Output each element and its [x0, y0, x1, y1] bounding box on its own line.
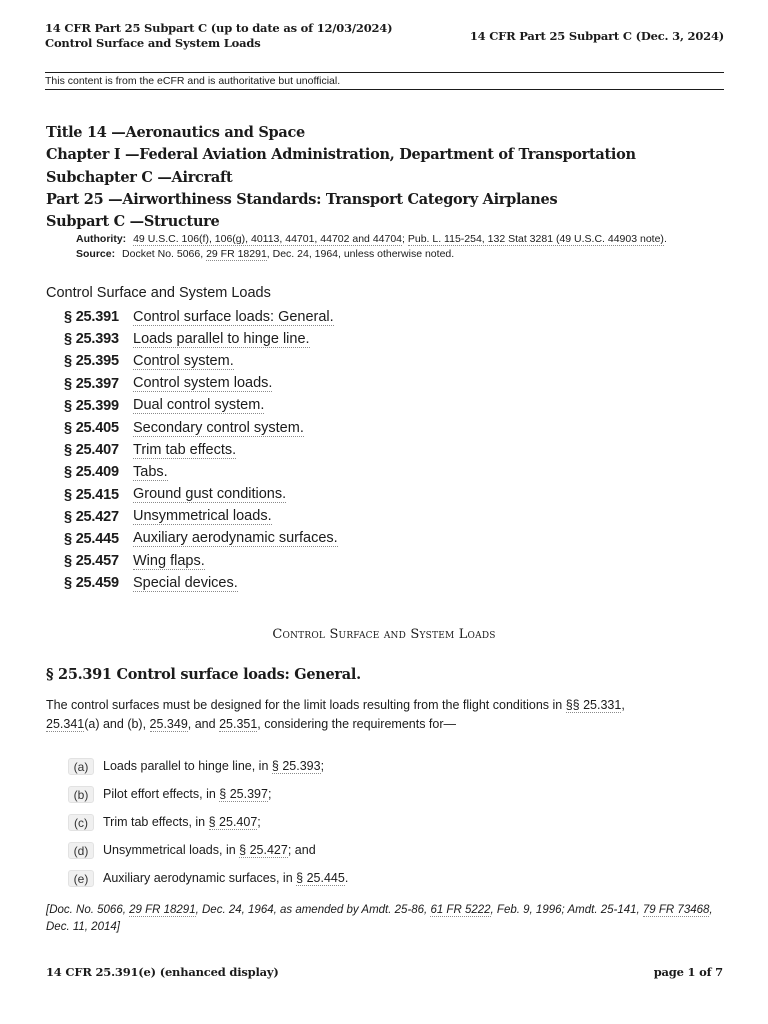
- authority-link-usc[interactable]: 49 U.S.C. 106(f), 106(g), 40113, 44701, 44702 and 44704: [133, 233, 403, 245]
- document-title-line1: 14 CFR Part 25 Subpart C (up to date as of 12/03/2024): [45, 21, 393, 35]
- paragraph-text: Auxiliary aerodynamic surfaces, in: [103, 871, 293, 885]
- ref-link-25-351[interactable]: 25.351: [219, 716, 258, 731]
- toc-section-number: § 25.393: [64, 331, 119, 348]
- citation-text: Dec. 11, 2014]: [46, 921, 120, 933]
- toc-item-25-459[interactable]: [64, 572, 338, 594]
- toc-item-25-391[interactable]: [64, 306, 338, 328]
- citation-text: [Doc. No. 5066,: [46, 904, 130, 916]
- toc-section-number: § 25.445: [64, 530, 119, 547]
- toc-subject-link[interactable]: Ground gust conditions.: [133, 486, 287, 503]
- citation-text: , Dec. 24, 1964, as amended by Amdt. 25-86,: [195, 904, 431, 916]
- paragraph-d: [68, 836, 348, 864]
- hierarchy-subpart: Subpart C —Structure: [46, 213, 220, 231]
- toc-subject-link[interactable]: Secondary control system.: [133, 419, 304, 436]
- paragraph-text: Trim tab effects, in: [103, 815, 206, 829]
- toc-subject-link[interactable]: Trim tab effects.: [133, 441, 237, 458]
- paragraph-end: ; and: [287, 843, 316, 857]
- ref-link-25-341[interactable]: 25.341: [46, 716, 85, 731]
- toc-subject-link[interactable]: Tabs.: [133, 463, 168, 480]
- paragraph-label-badge[interactable]: (b): [68, 786, 94, 803]
- authority-notice: This content is from the eCFR and is authoritative but unofficial.: [45, 72, 724, 90]
- authority-end: .: [663, 233, 667, 245]
- toc-section-number: § 25.409: [64, 464, 119, 481]
- toc-section-number: § 25.397: [64, 375, 119, 392]
- paragraph-label-badge[interactable]: (a): [68, 758, 94, 775]
- toc-item-25-395[interactable]: [64, 350, 338, 372]
- citation-link-79fr73468[interactable]: 79 FR 73468: [642, 904, 710, 916]
- hierarchy-chapter: Chapter I —Federal Aviation Administration, Department of Transportation: [46, 146, 636, 164]
- toc-subject-link[interactable]: Wing flaps.: [133, 552, 205, 569]
- paragraph-c: [68, 808, 348, 836]
- toc-item-25-427[interactable]: [64, 506, 338, 528]
- paragraph-end: ;: [267, 787, 272, 801]
- toc-subject-link[interactable]: Unsymmetrical loads.: [133, 508, 272, 525]
- toc-item-25-457[interactable]: [64, 550, 338, 572]
- paragraph-label-badge[interactable]: (e): [68, 870, 94, 887]
- intro-text: The control surfaces must be designed for the limit loads resulting from the flight conditions in: [46, 698, 566, 712]
- hierarchy-part: Part 25 —Airworthiness Standards: Transport Category Airplanes: [46, 190, 558, 208]
- citation-text: ,: [709, 904, 713, 916]
- ref-link-25-331[interactable]: §§ 25.331: [565, 698, 622, 712]
- toc-section-number: § 25.459: [64, 575, 119, 592]
- intro-text: (a) and (b),: [84, 716, 150, 731]
- paragraph-a: [68, 752, 348, 780]
- authority-label: Authority:: [76, 233, 127, 245]
- source-fr-link[interactable]: 29 FR 18291: [206, 248, 267, 260]
- hierarchy-subchapter: Subchapter C —Aircraft: [46, 168, 233, 186]
- toc-item-25-407[interactable]: [64, 439, 338, 461]
- toc-title: Control Surface and System Loads: [46, 285, 271, 301]
- toc-section-number: § 25.391: [64, 309, 119, 326]
- page-number: page 1 of 7: [653, 965, 723, 979]
- section-heading: § 25.391 Control surface loads: General.: [46, 666, 361, 683]
- paragraph-end: ;: [320, 759, 325, 773]
- section-intro-paragraph: [46, 696, 718, 733]
- ref-link-25-349[interactable]: 25.349: [149, 716, 188, 731]
- paragraph-e: [68, 864, 348, 892]
- citation-link-29fr18291[interactable]: 29 FR 18291: [129, 904, 196, 916]
- toc-item-25-393[interactable]: [64, 328, 338, 350]
- citation-link-61fr5222[interactable]: 61 FR 5222: [430, 904, 491, 916]
- paragraph-label-badge[interactable]: (c): [68, 814, 94, 831]
- toc-subject-link[interactable]: Control system.: [133, 352, 234, 369]
- paragraph-end: .: [344, 871, 349, 885]
- source-post: , Dec. 24, 1964, unless otherwise noted.: [266, 248, 455, 260]
- paragraph-ref-link[interactable]: § 25.407: [208, 814, 258, 829]
- paragraph-label-badge[interactable]: (d): [68, 842, 94, 859]
- authority-source-block: [76, 232, 667, 262]
- intro-text: ,: [621, 698, 625, 712]
- toc-subject-link[interactable]: Control system loads.: [133, 375, 273, 392]
- toc-section-number: § 25.407: [64, 442, 119, 459]
- toc-item-25-397[interactable]: [64, 373, 338, 395]
- document-title: [45, 21, 392, 51]
- paragraph-b: [68, 780, 348, 808]
- paragraph-end: ;: [257, 815, 261, 829]
- toc-section-number: § 25.415: [64, 486, 119, 503]
- toc-subject-link[interactable]: Auxiliary aerodynamic surfaces.: [133, 530, 338, 547]
- source-label: Source:: [76, 248, 116, 260]
- source-line: [76, 247, 667, 262]
- paragraph-text: Loads parallel to hinge line, in: [103, 759, 269, 773]
- toc-subject-link[interactable]: Special devices.: [133, 574, 238, 591]
- toc-subject-link[interactable]: Loads parallel to hinge line.: [133, 330, 310, 347]
- document-date-title: 14 CFR Part 25 Subpart C (Dec. 3, 2024): [469, 29, 724, 43]
- authority-separator: ;: [402, 233, 405, 245]
- paragraph-ref-link[interactable]: § 25.427: [239, 842, 288, 857]
- page-header: [45, 21, 724, 57]
- toc-item-25-409[interactable]: [64, 461, 338, 483]
- table-of-contents: [64, 306, 338, 594]
- intro-text: , considering the requirements for—: [257, 716, 457, 731]
- footer-citation: 14 CFR 25.391(e) (enhanced display): [46, 965, 279, 979]
- hierarchy-title: Title 14 —Aeronautics and Space: [46, 124, 305, 141]
- toc-item-25-405[interactable]: [64, 417, 338, 439]
- paragraph-text: Pilot effort effects, in: [103, 787, 216, 801]
- paragraph-ref-link[interactable]: § 25.445: [296, 870, 345, 885]
- authority-line: [76, 232, 667, 247]
- toc-section-number: § 25.427: [64, 508, 119, 525]
- toc-item-25-445[interactable]: [64, 528, 338, 550]
- source-pre: Docket No. 5066,: [122, 248, 204, 260]
- toc-item-25-415[interactable]: [64, 484, 338, 506]
- toc-section-number: § 25.395: [64, 353, 119, 370]
- toc-subject-link[interactable]: Control surface loads: General.: [133, 308, 334, 325]
- citation-text: , Feb. 9, 1996; Amdt. 25-141,: [490, 904, 643, 916]
- paragraph-list: [68, 752, 348, 892]
- toc-item-25-399[interactable]: [64, 395, 338, 417]
- source-citation: [46, 902, 718, 936]
- hierarchy: [46, 122, 636, 233]
- toc-section-number: § 25.457: [64, 553, 119, 570]
- paragraph-ref-link[interactable]: § 25.393: [271, 758, 321, 773]
- paragraph-text: Unsymmetrical loads, in: [103, 843, 236, 857]
- intro-text: , and: [187, 716, 220, 731]
- authority-link-publaw[interactable]: Pub. L. 115-254, 132 Stat 3281 (49 U.S.C. 44903 note): [407, 233, 664, 245]
- document-title-line2: Control Surface and System Loads: [45, 36, 261, 50]
- subject-group-heading: Control Surface and System Loads: [272, 627, 496, 642]
- toc-section-number: § 25.399: [64, 397, 119, 414]
- toc-subject-link[interactable]: Dual control system.: [133, 397, 265, 414]
- paragraph-ref-link[interactable]: § 25.397: [219, 786, 268, 801]
- toc-section-number: § 25.405: [64, 420, 119, 437]
